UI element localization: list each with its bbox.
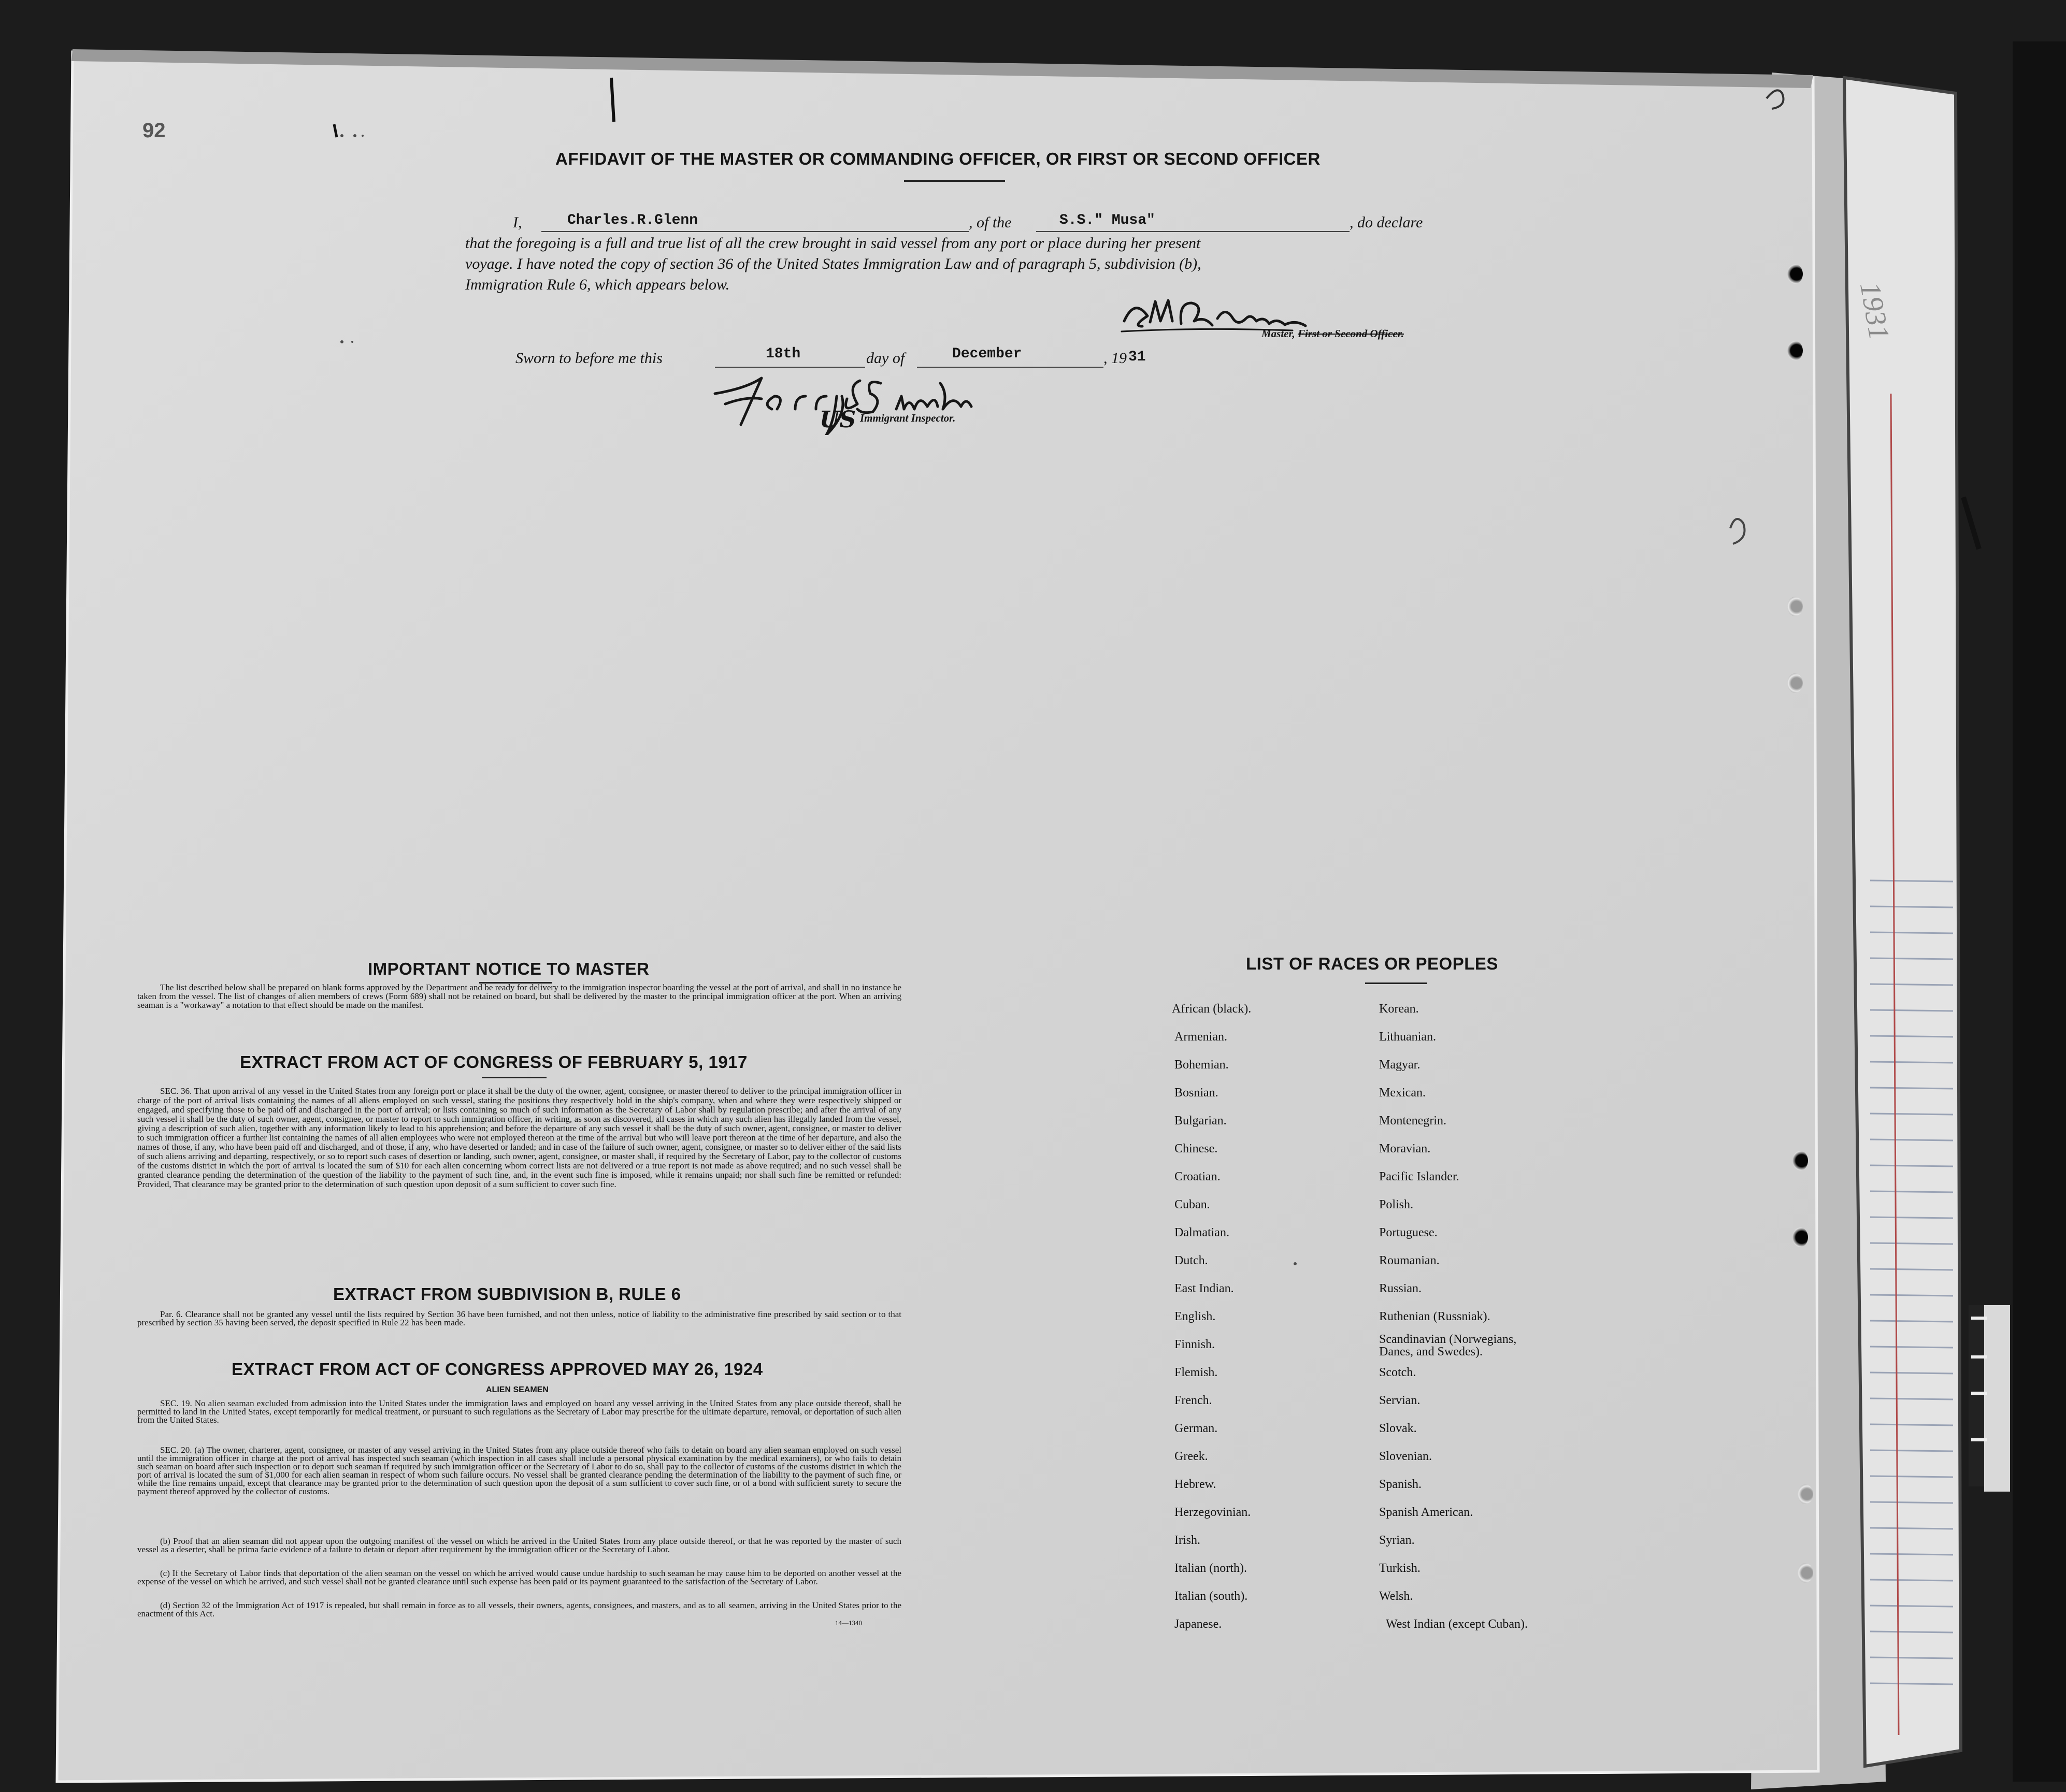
punch-hole xyxy=(1798,1484,1813,1504)
inspector-signature xyxy=(705,373,1026,435)
race-item: German. xyxy=(1174,1422,1218,1435)
race-item: Italian (north). xyxy=(1174,1562,1247,1575)
race-item: Moravian. xyxy=(1379,1142,1431,1155)
races-title: LIST OF RACES OR PEOPLES xyxy=(1246,954,1498,973)
notice-title: IMPORTANT NOTICE TO MASTER xyxy=(368,959,650,978)
race-item: West Indian (except Cuban). xyxy=(1386,1617,1528,1631)
race-item: Servian. xyxy=(1379,1394,1421,1407)
extract-rule6-body: Par. 6. Clearance shall not be granted any vessel until the lists required by Section 36 have been furnished, and not then unless, notice of liability to the administrative fine prescribed by said section or to that prescribed by section 35 having been served, the deposit specified in Rule 22 has been made. xyxy=(137,1309,901,1327)
race-item: Herzegovinian. xyxy=(1174,1506,1251,1519)
master-caption-master: Master, xyxy=(1261,327,1295,340)
race-item: Magyar. xyxy=(1379,1058,1421,1072)
race-item: Armenian. xyxy=(1174,1030,1227,1044)
affidavit-of-the: , of the xyxy=(969,214,1012,231)
affidavit-line-4: Immigration Rule 6, which appears below. xyxy=(465,276,730,293)
punch-hole xyxy=(1787,264,1803,284)
sworn-year-suffix: 31 xyxy=(1128,349,1146,365)
page-number: 92 xyxy=(142,119,166,142)
notice-body: The list described below shall be prepared on blank forms approved by the Department and be ready for delivery to the immigration inspector boarding the vessel at the port of arrival, and shall in no instance be taken from the vessel. The list of changes of alien members of crews (Form 689) shall not be retained on board, but shall be delivered by the master to the principal immigration officer at the port. When an arriving seaman is a "workaway" a notation to that effect should be made on the manifest. xyxy=(137,982,901,1010)
sworn-year-prefix: , 19 xyxy=(1103,350,1127,367)
race-item: Montenegrin. xyxy=(1379,1114,1446,1128)
extract-1924-subtitle: ALIEN SEAMEN xyxy=(486,1385,549,1394)
day-line xyxy=(715,367,865,368)
race-item: Syrian. xyxy=(1379,1534,1415,1547)
race-item: Italian (south). xyxy=(1174,1589,1248,1603)
race-item: Chinese. xyxy=(1174,1142,1218,1155)
race-item: Spanish. xyxy=(1379,1478,1422,1491)
race-item: Croatian. xyxy=(1174,1170,1221,1183)
sworn-day: 18th xyxy=(766,346,801,362)
extract-1924-para2: SEC. 20. (a) The owner, charterer, agent, consignee, or master of any vessel arriving in the United States from any place outside thereof who fails to detain on board any alien seaman employed on such vessel until the immigration officer in charge at the port of arrival has inspected such seaman (which inspection in all cases shall include a personal physical examination by the medical examiners), or who fails to detain such seaman on board after such inspection or to deport such seaman if required by such immigration officer or the Secretary of Labor to do so, shall pay to the collector of customs of the customs district in which the port of arrival is located the sum of $1,000 for each alien seaman in respect of whom such failure occurs. No vessel shall be granted clearance pending the determination of the liability to the payment of such fine, or while the fine remains unpaid, except that clearance may be granted prior to the determination of such question upon the deposit of a sum sufficient to cover such fine, or of a bond with sufficient surety to secure the payment thereof approved by the collector of customs. xyxy=(137,1445,901,1496)
races-rule xyxy=(1365,982,1427,984)
punch-hole xyxy=(1798,1563,1813,1583)
vessel-line xyxy=(1036,231,1350,232)
officer-name: Charles.R.Glenn xyxy=(567,212,698,228)
race-item: Pacific Islander. xyxy=(1379,1170,1459,1183)
extract-1924-para4: (c) If the Secretary of Labor finds that deportation of the alien seaman on the vessel on which he arrived would cause undue hardship to such seaman he may cause him to be deported on another vessel at the expense of the vessel on which he arrived, and such vessel shall not be granted clearance until such expense has been paid or its payment guaranteed to the satisfaction of the Secretary of Labor. xyxy=(137,1568,901,1586)
race-item: Roumanian. xyxy=(1379,1254,1440,1267)
race-item: Scotch. xyxy=(1379,1366,1416,1379)
race-item: Portuguese. xyxy=(1379,1226,1438,1239)
affidavit-do-declare: , do declare xyxy=(1350,214,1423,231)
race-item: Japanese. xyxy=(1174,1617,1222,1631)
officer-name-line xyxy=(541,231,969,232)
race-item: Irish. xyxy=(1174,1534,1200,1547)
race-item: Bulgarian. xyxy=(1174,1114,1227,1128)
extract-1924-para3: (b) Proof that an alien seaman did not appear upon the outgoing manifest of the vessel on which he arrived in the United States from any place outside thereof, or that he was reported by the master of such vessel as a deserter, shall be prima facie evidence of a failure to detain or deport after requirement by the immigration officer or the Secretary of Labor. xyxy=(137,1536,901,1554)
race-item: Greek. xyxy=(1174,1450,1208,1463)
sworn-month: December xyxy=(952,346,1022,362)
race-item: Spanish American. xyxy=(1379,1506,1473,1519)
race-item: Bosnian. xyxy=(1174,1086,1218,1100)
punch-hole xyxy=(1792,1227,1808,1247)
affidavit-line-3: voyage. I have noted the copy of section 36 of the United States Immigration Law and of paragraph 5, subdivision (b), xyxy=(465,255,1201,272)
punch-hole xyxy=(1792,1151,1808,1170)
race-item: Scandinavian (Norwegians, Danes, and Swedes). xyxy=(1379,1333,1517,1359)
inspector-prefix: US xyxy=(820,407,856,433)
extract-1924-title: EXTRACT FROM ACT OF CONGRESS APPROVED MAY 26, 1924 xyxy=(232,1360,763,1379)
race-item: Korean. xyxy=(1379,1002,1419,1016)
affidavit-line-2: that the foregoing is a full and true list of all the crew brought in said vessel from any port or place during her present xyxy=(465,235,1201,252)
race-item: Dutch. xyxy=(1174,1254,1208,1267)
race-item: Lithuanian. xyxy=(1379,1030,1436,1044)
affidavit-title-rule xyxy=(904,180,1005,182)
race-item: Hebrew. xyxy=(1174,1478,1216,1491)
race-item: Welsh. xyxy=(1379,1589,1413,1603)
race-item: Dalmatian. xyxy=(1174,1226,1229,1239)
extract-1917-title: EXTRACT FROM ACT OF CONGRESS OF FEBRUARY 5, 1917 xyxy=(240,1052,748,1072)
race-item: Slovenian. xyxy=(1379,1450,1432,1463)
month-line xyxy=(917,367,1103,368)
punch-hole xyxy=(1787,673,1803,693)
sworn-prefix: Sworn to before me this xyxy=(515,350,663,367)
master-caption xyxy=(1261,327,1404,340)
extract-1917-rule xyxy=(482,1077,547,1078)
race-item: Turkish. xyxy=(1379,1562,1421,1575)
extract-1917-body: SEC. 36. That upon arrival of any vessel in the United States from any foreign port or place it shall be the duty of the owner, agent, consignee, or master thereof to deliver to the principal immigration officer in charge of the port of arrival lists containing the names of all aliens employed on such vessel, stating the positions they respectively hold in the ship's company, when and where they were respectively shipped or engaged, and specifying those to be paid off and discharged in the port of arrival; or lists containing so much of such information as the Secretary of Labor shall by regulation prescribe; and after the arrival of any such vessel it shall be the duty of such owner, agent, consignee, or master to report to such immigration officer, in writing, as soon as discovered, all cases in which any such alien has illegally landed from the vessel, giving a description of such alien, together with any information likely to lead to his apprehension; and before the departure of any such vessel it shall be the duty of such owner, agent, consignee, or master to deliver to such immigration officer a further list containing the names of all alien employees who were not employed thereon at the time of the arrival but who will leave port thereon at the time of her departure, and also the names of those, if any, who have been paid off and discharged, and of those, if any, who have deserted or landed; and in case of the failure of such owner, agent, consignee, or master so to deliver either of the said lists of such aliens arriving and departing, respectively, or so to report such cases of desertion or landing, such owner, agent, consignee, or master shall, if required by the Secretary of Labor, pay to the collector of customs of the customs district in which the port of arrival is located the sum of $10 for each alien concerning whom correct lists are not delivered or a true report is not made as above required; and no such vessel shall be granted clearance pending the determination of the question of the liability to the payment of such fine, and, in the event such fine is imposed, while it remains unpaid; nor shall such fine be remitted or refunded: Provided, That clearance may be granted prior to the determination of such question upon deposit of a sum sufficient to cover such fine. xyxy=(137,1086,901,1189)
race-item: Bohemian. xyxy=(1174,1058,1229,1072)
race-item: French. xyxy=(1174,1394,1212,1407)
affidavit-prefix-i: I, xyxy=(513,214,522,231)
sworn-day-of: day of xyxy=(866,350,905,367)
extract-1924-para5: (d) Section 32 of the Immigration Act of 1917 is repealed, but shall remain in force as to all vessels, their owners, agents, consignees, and masters, and as to all seamen, arriving in the United States prior to the enactment of this Act. xyxy=(137,1600,901,1618)
inspector-caption: Immigrant Inspector. xyxy=(860,412,956,424)
race-item: African (black). xyxy=(1172,1002,1252,1016)
punch-hole xyxy=(1787,341,1803,360)
punch-hole xyxy=(1787,597,1803,616)
race-item: Ruthenian (Russniak). xyxy=(1379,1310,1490,1323)
form-number: 14—1340 xyxy=(835,1619,862,1627)
race-item: Polish. xyxy=(1379,1198,1414,1211)
master-caption-struck: First or Second Officer. xyxy=(1298,327,1404,340)
extract-1924-para1: SEC. 19. No alien seaman excluded from admission into the United States under the immigration laws and employed on board any vessel arriving in the United States from any place outside thereof, shall be permitted to land in the United States, except temporarily for medical treatment, or pursuant to such regulations as the Secretary of Labor may prescribe for the ultimate departure, removal, or deportation of such alien from the United States. xyxy=(137,1398,901,1425)
race-item: East Indian. xyxy=(1174,1282,1234,1295)
race-item: Mexican. xyxy=(1379,1086,1426,1100)
margin-note: 1931 xyxy=(1853,280,1896,343)
race-item: Cuban. xyxy=(1174,1198,1210,1211)
affidavit-title: AFFIDAVIT OF THE MASTER OR COMMANDING OFFICER, OR FIRST OR SECOND OFFICER xyxy=(555,149,1321,168)
vessel-name: S.S." Musa" xyxy=(1059,212,1155,228)
race-item: English. xyxy=(1174,1310,1216,1323)
race-item: Slovak. xyxy=(1379,1422,1417,1435)
race-item: Flemish. xyxy=(1174,1366,1218,1379)
race-item: Russian. xyxy=(1379,1282,1422,1295)
extract-rule6-title: EXTRACT FROM SUBDIVISION B, RULE 6 xyxy=(333,1284,681,1304)
race-item: Finnish. xyxy=(1174,1338,1215,1351)
